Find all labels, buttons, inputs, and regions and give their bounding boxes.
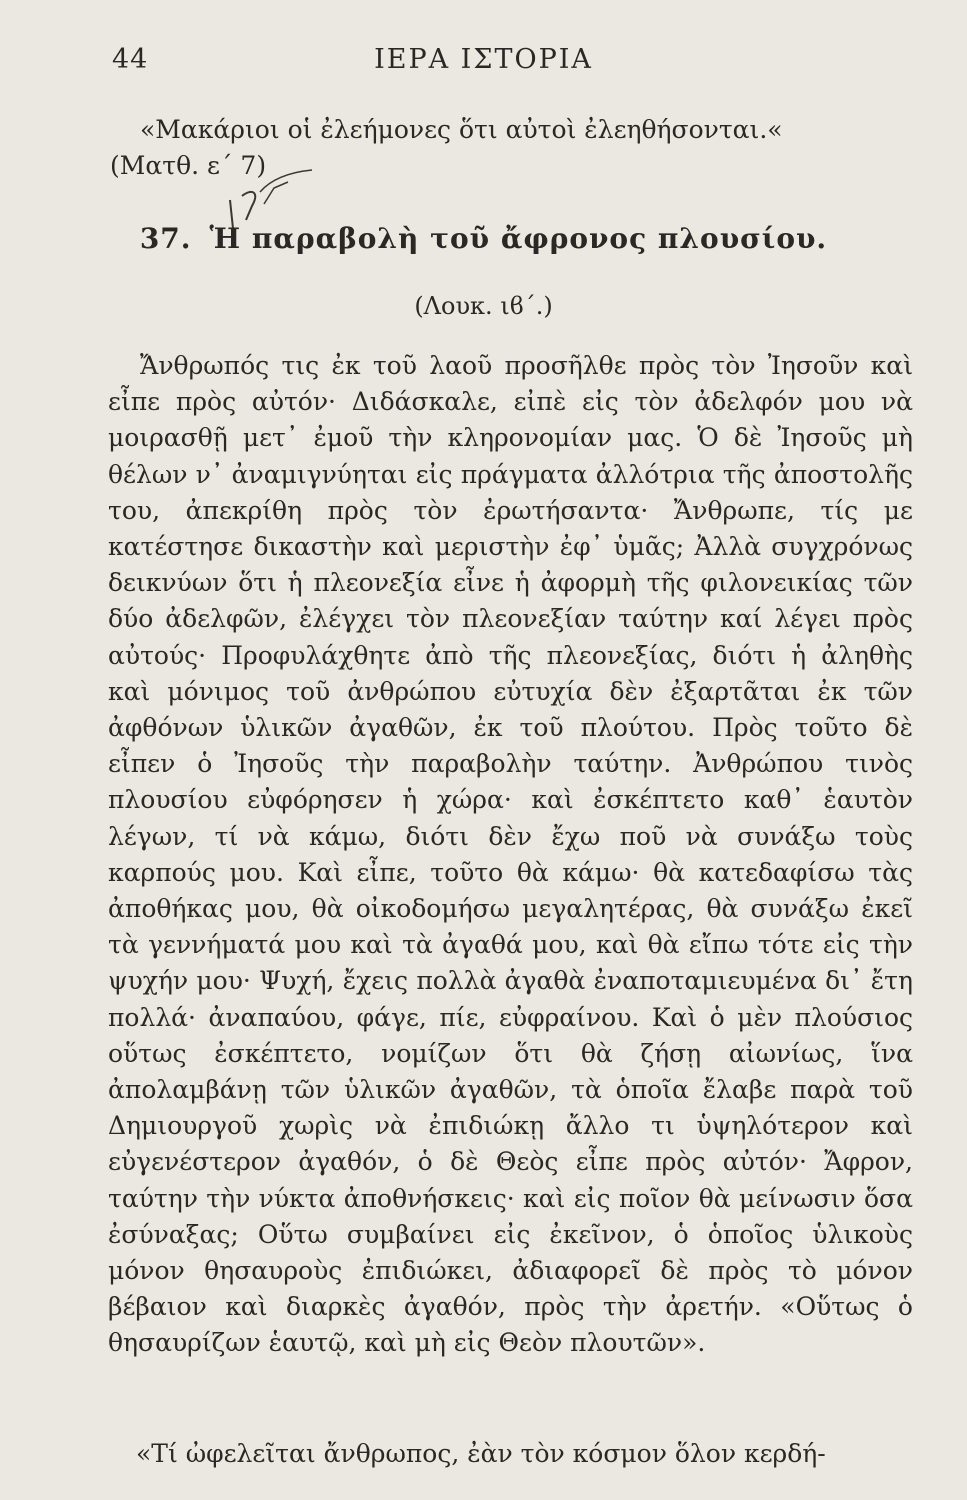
section-number: 37.	[139, 222, 192, 255]
body-paragraph: Ἄνθρωπός τις ἐκ τοῦ λαοῦ προσῆλθε πρὸς τὸν Ἰησοῦν καὶ εἶπε πρὸς αὐτόν· Διδάσκαλε, εἰπὲ εἰς τὸν ἀδελφόν μου νὰ μοιρασθῇ μετ᾽ ἐμοῦ τὴν κληρονομίαν μας. Ὁ δὲ Ἰησοῦς μὴ θέλων ν᾽ ἀναμιγνύηται εἰς πράγματα ἀλλότρια τῆς ἀποστολῆς του, ἀπεκρίθη πρὸς τὸν ἐρωτήσαντα· Ἄνθρωπε, τίς με κατέστησε δικαστὴν καὶ μεριστὴν ἐφ᾽ ὑμᾶς; Ἀλλὰ συγχρόνως δεικνύων ὅτι ἡ πλεονεξία εἶνε ἡ ἀφορμὴ τῆς φιλονεικίας τῶν δύο ἀδελφῶν, ἐλέγχει τὸν πλεονεξίαν ταύτην καί λέγει πρὸς αὐτούς· Προφυλάχθητε ἀπὸ τῆς πλεονεξίας, διότι ἡ ἀληθὴς καὶ μόνιμος τοῦ ἀνθρώπου εὐτυχία δὲν ἐξαρτᾶται ἐκ τῶν ἀφθόνων ὑλικῶν ἀγαθῶν, ἐκ τοῦ πλούτου. Πρὸς τοῦτο δὲ εἶπεν ὁ Ἰησοῦς τὴν παραβολὴν ταύτην. Ἀνθρώπου τινὸς πλουσίου εὐφόρησεν ἡ χώρα· καὶ ἐσκέπτετο καθ᾽ ἑαυτὸν λέγων, τί νὰ κάμω, διότι δὲν ἔχω ποῦ νὰ συνάξω τοὺς καρπούς μου. Καὶ εἶπε, τοῦτο θὰ κάμω· θὰ κατεδαφίσω τὰς ἀποθήκας μου, θὰ οἰκοδομήσω μεγαλητέρας, θὰ συνάξω ἐκεῖ τὰ γεννήματά μου καὶ τὰ ἀγαθά μου, καὶ θὰ εἴπω τότε εἰς τὴν ψυχήν μου· Ψυχή, ἔχεις πολλὰ ἀγαθὰ ἐναποταμιευμένα δι᾽ ἔτη πολλά· ἀναπαύου, φάγε, πίε, εὐφραίνου. Καὶ ὁ μὲν πλούσιος οὕτως ἐσκέπτετο, νομίζων ὅτι θὰ ζήσῃ αἰωνίως, ἵνα ἀπολαμβάνῃ τῶν ὑλικῶν ἀγαθῶν, τὰ ὁποῖα ἔλαβε παρὰ τοῦ Δημιουργοῦ χωρὶς νὰ ἐπιδιώκῃ ἄλλο τι ὑψηλότερον καὶ εὐγενέστερον ἀγαθόν, ὁ δὲ Θεὸς εἶπε πρὸς αὐτόν· Ἄφρον, ταύτην τὴν νύκτα ἀποθνήσκεις· καὶ εἰς ποῖον θὰ μείνωσιν ὅσα ἐσύναξας; Οὕτω συμβαίνει εἰς ἐκεῖνον, ὁ ὁποῖος ὑλικοὺς μόνον θησαυροὺς ἐπιδιώκει, ἀδιαφορεῖ δὲ πρὸς τὸ μόνον βέβαιον καὶ διαρκὲς ἀγαθόν, πρὸς τὴν ἀρετήν. «Οὕτως ὁ θησαυρίζων ἑαυτῷ, καὶ μὴ εἰς Θεὸν πλουτῶν».	[108, 351, 913, 1358]
epigraph-citation: (Ματθ. ε΄ 7)	[110, 151, 267, 180]
section-heading	[0, 222, 967, 255]
closing-quote: «Τί ὠφελεῖται ἄνθρωπος, ἐὰν τὸν κόσμον ὅλον κερδή-	[136, 1439, 826, 1468]
page-header	[0, 44, 967, 84]
page-number: 44	[112, 44, 149, 75]
section-title: Ἡ παραβολὴ τοῦ ἄφρονος πλουσίου.	[209, 222, 828, 255]
running-title: ΙΕΡΑ ΙΣΤΟΡΙΑ	[374, 44, 593, 75]
epigraph-quote: «Μακάριοι οἱ ἐλεήμονες ὅτι αὐτοὶ ἐλεηθήσονται.«	[140, 115, 783, 144]
scripture-reference: (Λουκ. ιϐ΄.)	[414, 292, 553, 320]
main-text	[108, 348, 913, 1362]
